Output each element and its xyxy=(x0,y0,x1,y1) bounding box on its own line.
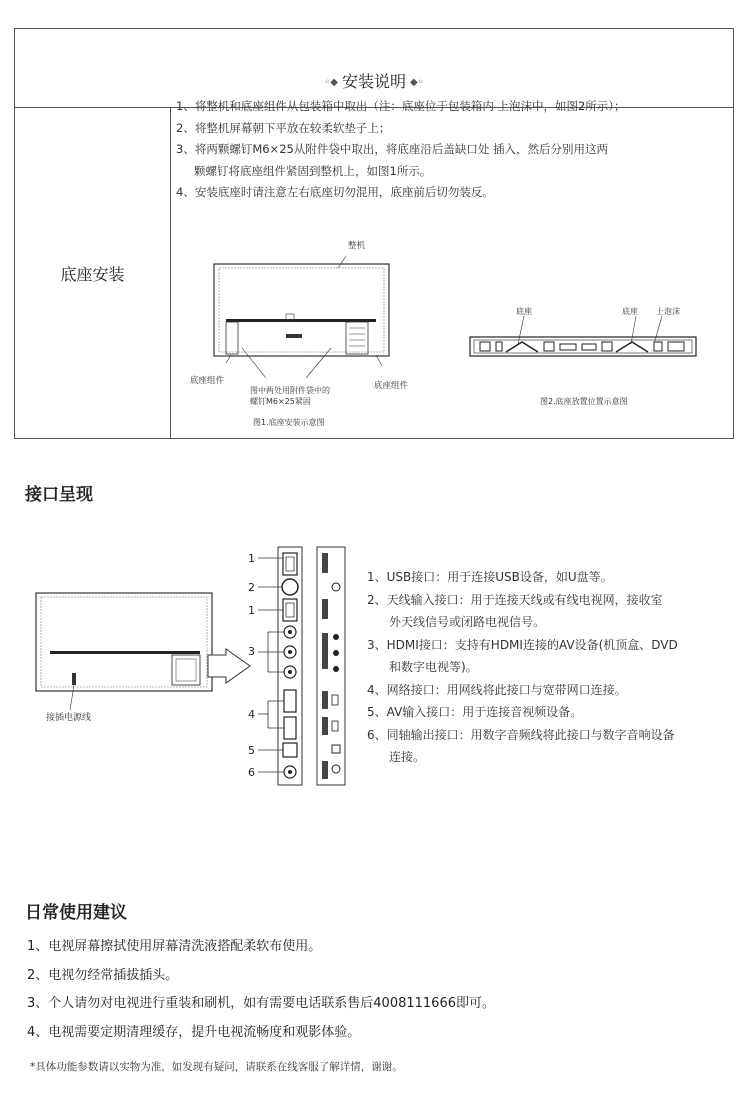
installation-title: ◦◆ 安装说明 ◆◦ xyxy=(324,72,424,91)
installation-label-cell xyxy=(15,107,171,438)
stand-left xyxy=(226,322,238,354)
stand-position-diagram xyxy=(466,300,706,415)
fig2-stand-label: 底座 xyxy=(516,307,532,316)
interface-item: 外天线信号或闭路电视信号。 xyxy=(389,615,546,629)
screw-note-line2: 螺钉M6×25紧固 xyxy=(250,397,311,406)
callout-number: 1 xyxy=(248,552,255,565)
stand-left-label: 底座组件 xyxy=(190,376,225,386)
step-item: 4、安装底座时请注意左右底座切勿混用，底座前后切勿装反。 xyxy=(176,185,494,199)
tv-back-outline xyxy=(36,593,212,691)
callout-number: 4 xyxy=(248,708,255,721)
callout-number: 2 xyxy=(248,581,255,594)
callout-number: 3 xyxy=(248,645,255,658)
tv-label: 整机 xyxy=(348,241,366,251)
disclaimer-note: *具体功能参数请以实物为准，如发现有疑问，请联系在线客服了解详情，谢谢。 xyxy=(30,1061,403,1073)
tips-list xyxy=(27,933,495,1047)
fig2-foam-label: 上泡沫 xyxy=(656,307,680,316)
stand-installation-diagram xyxy=(186,238,426,433)
interface-diagram xyxy=(30,545,360,790)
interface-list xyxy=(367,566,678,769)
step-item: 颗螺钉将底座组件紧固到整机上，如图1所示。 xyxy=(194,163,432,178)
tip-item: 2、电视勿经常插拔插头。 xyxy=(27,967,179,983)
callout-number: 1 xyxy=(248,604,255,617)
interface-item: 6、同轴输出接口：用数字音频线将此接口与数字音响设备 xyxy=(367,727,675,742)
tip-item: 3、个人请勿对电视进行重装和刷机，如有需要电话联系售后4008111666即可。 xyxy=(27,996,495,1011)
installation-label: 底座安装 xyxy=(60,265,125,284)
tip-item: 4、电视需要定期清理缓存，提升电视流畅度和观影体验。 xyxy=(27,1024,361,1040)
tips-section-title: 日常使用建议 xyxy=(25,903,127,923)
callout-number: 5 xyxy=(248,744,255,757)
interface-item: 和数字电视等)。 xyxy=(389,660,478,674)
figure2-caption: 图2.底座放置位置示意图 xyxy=(540,397,628,406)
diamond-ornament-icon: ◆◦ xyxy=(410,77,424,88)
step-item: 3、将两颗螺钉M6×25从附件袋中取出，将底座沿后盖缺口处 插入，然后分别用这两 xyxy=(176,142,608,156)
stand-right xyxy=(346,322,368,354)
figure1-caption: 图1.底座安装示意图 xyxy=(253,418,325,427)
step-item: 2、将整机屏幕朝下平放在较柔软垫子上； xyxy=(176,120,391,135)
zoom-arrow-icon xyxy=(208,649,250,683)
power-cord xyxy=(72,673,76,685)
fig2-stand-label: 底座 xyxy=(622,307,638,316)
installation-steps xyxy=(176,96,626,204)
interface-item: 5、AV输入接口：用于连接音视频设备。 xyxy=(367,705,583,719)
interface-section-title: 接口呈现 xyxy=(25,485,93,505)
tv-back-outline xyxy=(214,264,389,356)
callout-number: 6 xyxy=(248,766,255,779)
tip-item: 1、电视屏幕擦拭使用屏幕清洗液搭配柔软布使用。 xyxy=(27,939,322,954)
interface-item: 2、天线输入接口：用于连接天线或有线电视网，接收室 xyxy=(367,592,663,607)
step-item: 1、将整机和底座组件从包装箱中取出（注：底座位于包装箱内 上泡沫中，如图2所示）； xyxy=(176,99,626,113)
power-cord-label: 接插电源线 xyxy=(46,713,92,723)
port-panel-side xyxy=(317,547,345,785)
interface-item: 1、USB接口：用于连接USB设备，如U盘等。 xyxy=(367,570,613,584)
screw-note-line1: 图中两处用附件袋中的 xyxy=(250,386,330,395)
stand-right-label: 底座组件 xyxy=(374,381,409,391)
interface-item: 连接。 xyxy=(389,750,426,764)
diamond-ornament-icon: ◦◆ xyxy=(324,77,338,88)
interface-item: 4、网络接口：用网线将此接口与宽带网口连接。 xyxy=(367,682,627,697)
interface-item: 3、HDMI接口：支持有HDMI连接的AV设备(机顶盒、DVD xyxy=(367,637,678,652)
